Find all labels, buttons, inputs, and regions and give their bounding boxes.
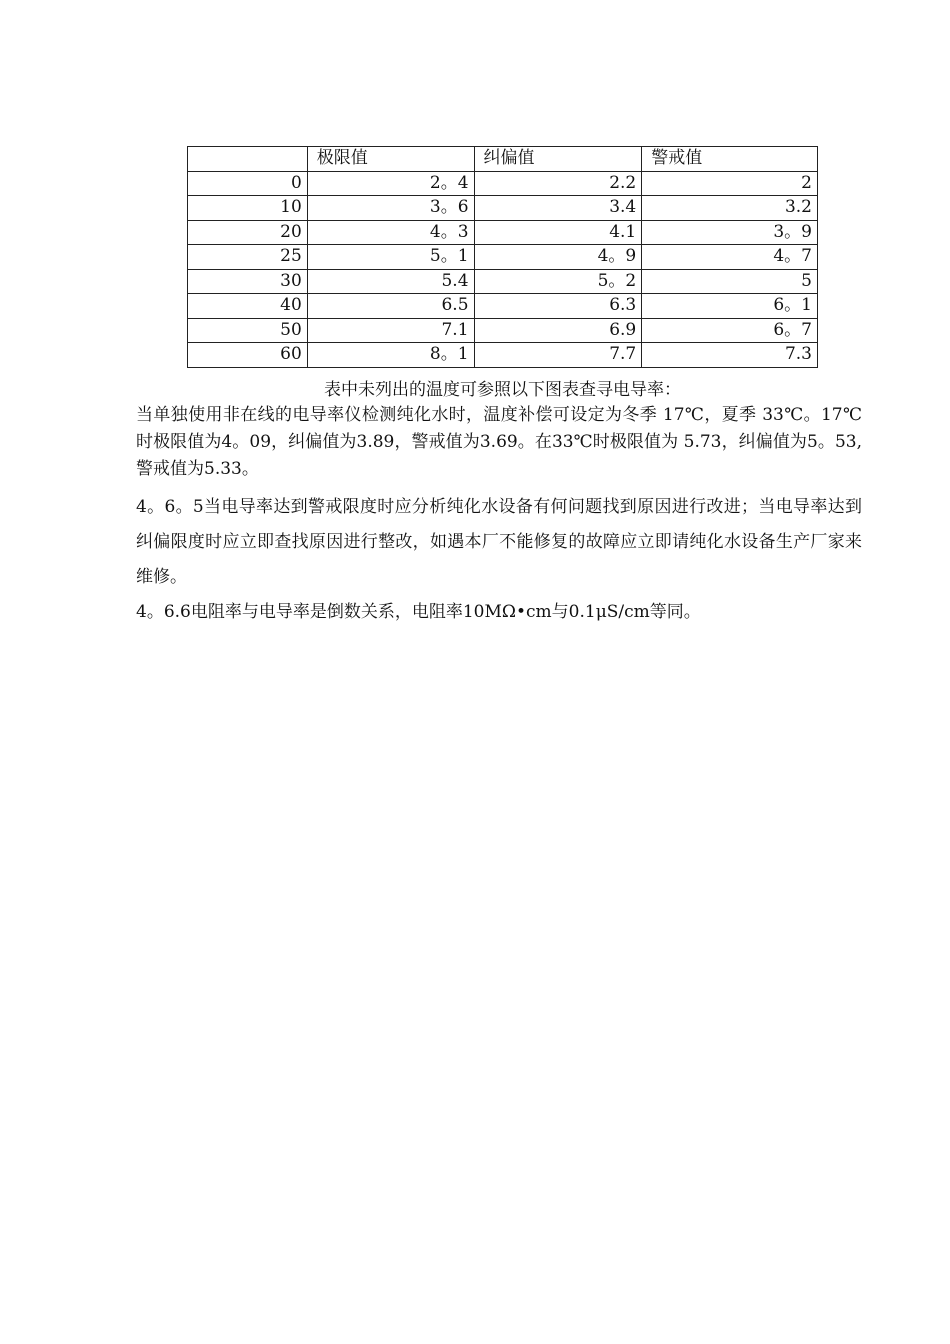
paragraph-warning-limit-action: 4。6。5当电导率达到警戒限度时应分析纯化水设备有何问题找到原因进行改进；当电导率达到纠偏限度时应立即查找原因进行整改，如遇本厂不能修复的故障应立即请纯化水设备生产厂家来维修。: [136, 497, 862, 587]
table-row: [188, 171, 818, 196]
table-row: [188, 220, 818, 245]
conductivity-table: [187, 146, 818, 368]
table-cell: 2: [642, 171, 818, 196]
table-cell: 50: [188, 318, 308, 343]
header-cell-warning: 警戒值: [642, 147, 818, 172]
table-cell: 4。9: [474, 245, 642, 270]
table-cell: 4.1: [474, 220, 642, 245]
table-cell: 7.1: [307, 318, 474, 343]
table-cell: 6.5: [307, 294, 474, 319]
table-row: [188, 269, 818, 294]
table-cell: 0: [188, 171, 308, 196]
table-row: [188, 318, 818, 343]
table-row: [188, 343, 818, 368]
header-cell-limit: 极限值: [307, 147, 474, 172]
table-cell: 2。4: [307, 171, 474, 196]
table-cell: 20: [188, 220, 308, 245]
table-cell: 25: [188, 245, 308, 270]
table-cell: 2.2: [474, 171, 642, 196]
table-cell: 7.7: [474, 343, 642, 368]
table-cell: 4。7: [642, 245, 818, 270]
table-row: [188, 245, 818, 270]
table-cell: 5。2: [474, 269, 642, 294]
table-caption: 表中未列出的温度可参照以下图表查寻电导率：: [324, 380, 681, 400]
table-cell: 5: [642, 269, 818, 294]
paragraph-temperature-compensation: 当单独使用非在线的电导率仪检测纯化水时，温度补偿可设定为冬季 17℃，夏季 33℃。17℃时极限值为4。09，纠偏值为3.89，警戒值为3.69。在33℃时极限值为 5.73，纠偏值为5。53,警戒值为5.33。: [136, 405, 862, 479]
table-cell: 30: [188, 269, 308, 294]
header-cell-correction: 纠偏值: [474, 147, 642, 172]
table-cell: 6.9: [474, 318, 642, 343]
table-header-row: [188, 147, 818, 172]
table-cell: 60: [188, 343, 308, 368]
table-row: [188, 294, 818, 319]
table-cell: 3.2: [642, 196, 818, 221]
table-cell: 5.4: [307, 269, 474, 294]
table-cell: 6.3: [474, 294, 642, 319]
header-cell-temperature: [188, 147, 308, 172]
table-cell: 5。1: [307, 245, 474, 270]
table-cell: 3.4: [474, 196, 642, 221]
table-cell: 10: [188, 196, 308, 221]
table-cell: 3。6: [307, 196, 474, 221]
table-cell: 6。7: [642, 318, 818, 343]
table-cell: 4。3: [307, 220, 474, 245]
table-row: [188, 196, 818, 221]
paragraph-resistivity-relation: 4。6.6电阻率与电导率是倒数关系，电阻率10MΩ•cm与0.1μS/cm等同。: [136, 602, 701, 622]
table-cell: 7.3: [642, 343, 818, 368]
table-cell: 3。9: [642, 220, 818, 245]
table-cell: 40: [188, 294, 308, 319]
table-cell: 8。1: [307, 343, 474, 368]
table-cell: 6。1: [642, 294, 818, 319]
